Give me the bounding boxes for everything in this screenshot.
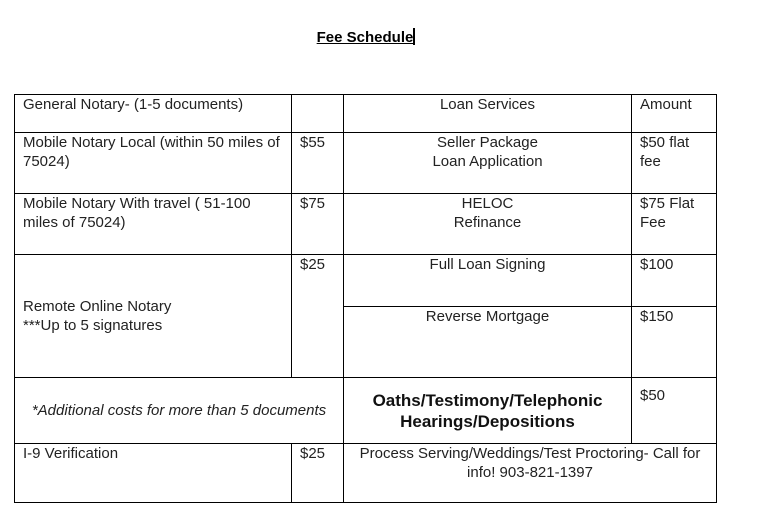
full-loan-amount: $100 xyxy=(632,255,717,307)
mobile-local-label: Mobile Notary Local (within 50 miles of 75024) xyxy=(15,133,292,194)
additional-costs-note: *Additional costs for more than 5 documents xyxy=(15,378,344,444)
remote-online-label: Remote Online Notary ***Up to 5 signatures xyxy=(15,255,292,378)
full-loan-service: Full Loan Signing xyxy=(344,255,632,307)
seller-package-service: Seller Package Loan Application xyxy=(344,133,632,194)
amount-header: Amount xyxy=(632,95,717,133)
process-serving-service: Process Serving/Weddings/Test Proctoring- Call for info! 903-821-1397 xyxy=(344,444,717,503)
text-cursor xyxy=(413,28,415,45)
remote-online-price: $25 xyxy=(292,255,344,378)
oaths-service: Oaths/Testimony/Telephonic Hearings/Depositions xyxy=(344,378,632,444)
mobile-travel-price: $75 xyxy=(292,194,344,255)
loan-services-header: Loan Services xyxy=(344,95,632,133)
heloc-amount: $75 Flat Fee xyxy=(632,194,717,255)
table-row xyxy=(15,194,717,255)
table-row xyxy=(15,444,717,503)
page-title xyxy=(0,28,732,46)
heloc-service: HELOC Refinance xyxy=(344,194,632,255)
mobile-travel-label: Mobile Notary With travel ( 51-100 miles of 75024) xyxy=(15,194,292,255)
seller-package-amount: $50 flat fee xyxy=(632,133,717,194)
table-row xyxy=(15,133,717,194)
table-row xyxy=(15,378,717,444)
mobile-local-price: $55 xyxy=(292,133,344,194)
fee-table xyxy=(14,94,717,503)
reverse-mortgage-amount: $150 xyxy=(632,307,717,378)
i9-price: $25 xyxy=(292,444,344,503)
fee-schedule-heading: Fee Schedule xyxy=(316,29,414,46)
general-notary-header: General Notary- (1-5 documents) xyxy=(15,95,292,133)
reverse-mortgage-service: Reverse Mortgage xyxy=(344,307,632,378)
i9-label: I-9 Verification xyxy=(15,444,292,503)
table-row xyxy=(15,255,717,307)
table-header-row xyxy=(15,95,717,133)
general-price-header xyxy=(292,95,344,133)
oaths-amount: $50 xyxy=(632,378,717,444)
